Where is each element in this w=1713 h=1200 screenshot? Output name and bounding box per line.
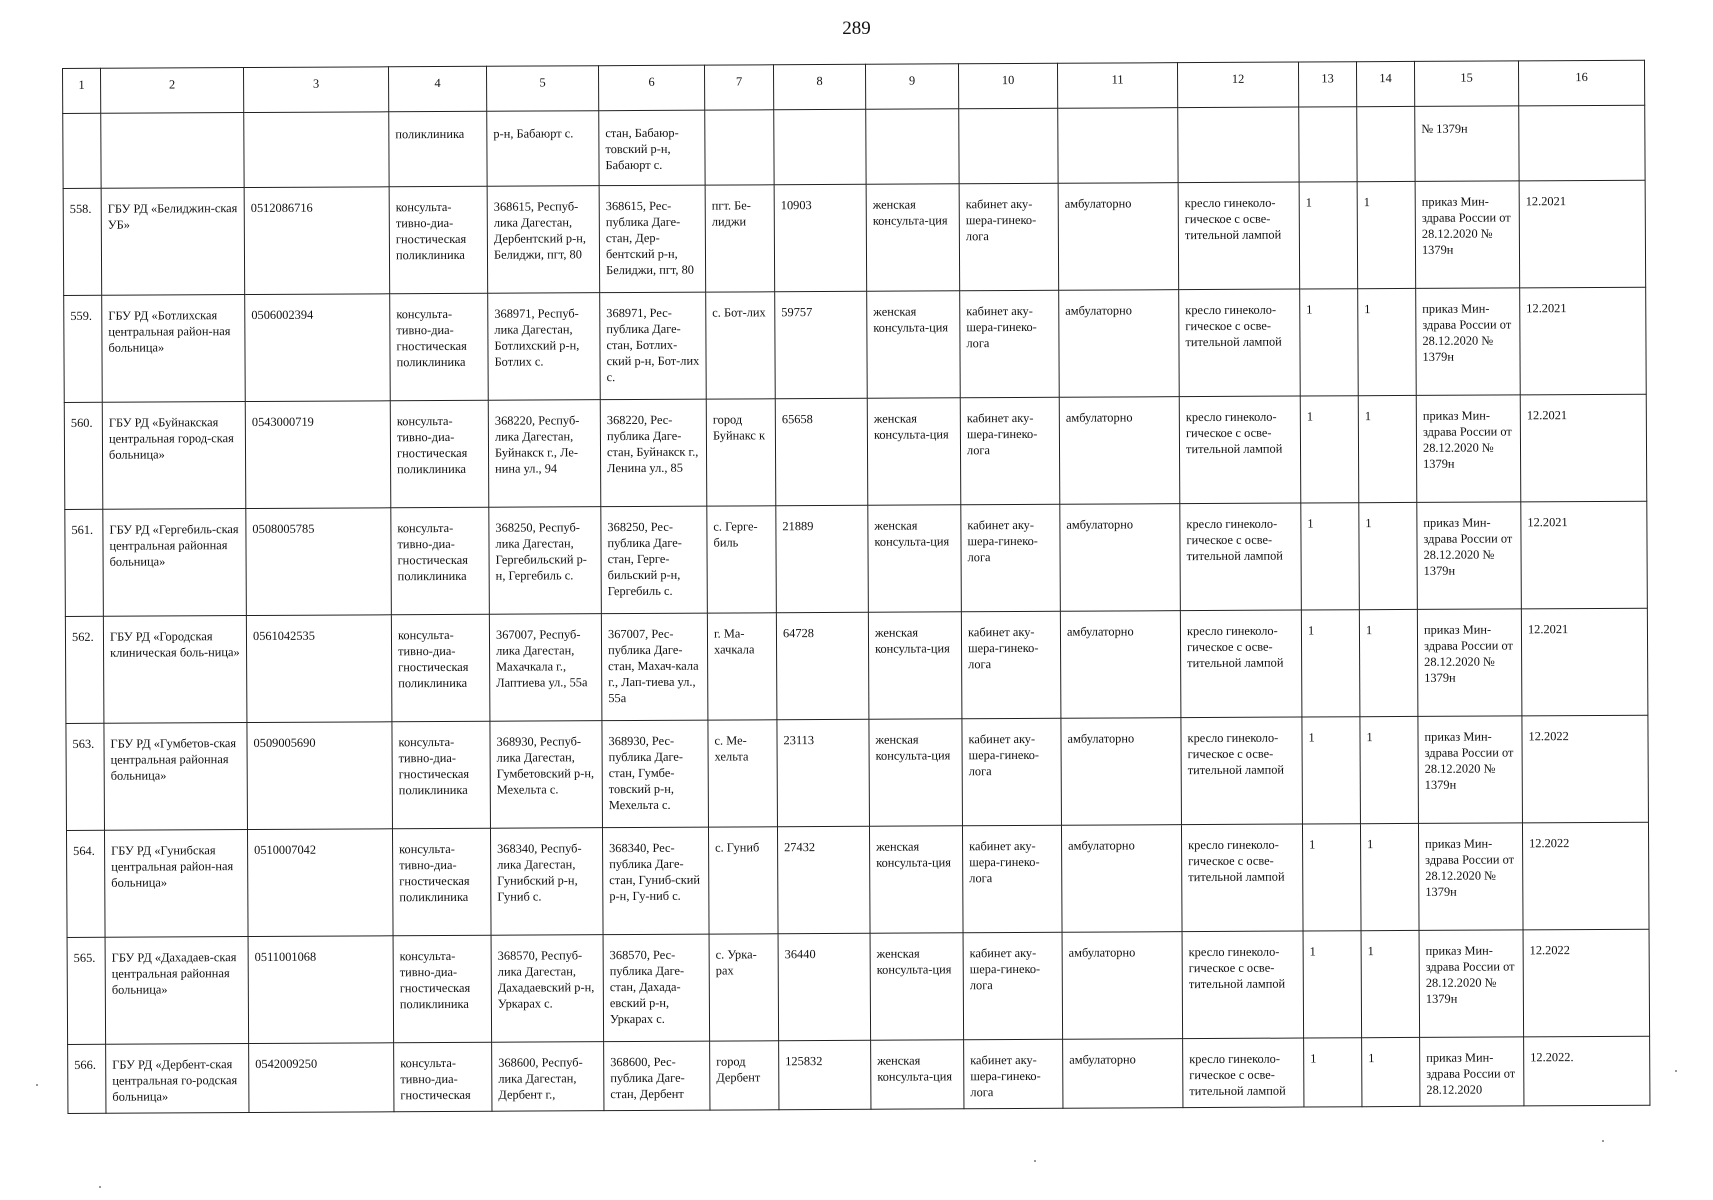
cell-legal-address: 368600, Респуб-лика Дагестан, Дербент г., bbox=[492, 1042, 604, 1112]
cell-legal-address: 368570, Респуб-лика Дагестан, Дахадаевский р-н, Уркарах с. bbox=[491, 935, 604, 1043]
page-number: 289 bbox=[842, 18, 871, 39]
column-header: 7 bbox=[704, 65, 773, 110]
cell-actual-address: 368570, Рес-публика Даге-стан, Дахада-евский р-н, Уркарах с. bbox=[603, 934, 710, 1042]
cell-inn: 0561042535 bbox=[246, 615, 392, 723]
cell-inn: 0512086716 bbox=[244, 187, 390, 295]
cell-mode: амбулаторно bbox=[1059, 397, 1180, 505]
cell-equipment: кресло гинеколо-гическое с осве-тительной лампой bbox=[1180, 503, 1302, 611]
cell-unit: женская консульта-ция bbox=[870, 933, 964, 1040]
cell-mode: амбулаторно bbox=[1060, 611, 1181, 719]
cell-institution-type: консульта-тивно-диа-гностическая поликлиника bbox=[392, 828, 491, 936]
cell-room: кабинет аку-шера-гинеко-лога bbox=[964, 1039, 1063, 1109]
table-row bbox=[66, 715, 1649, 830]
cell-actual-address: 368971, Рес-публика Даге-стан, Ботлих-ский р-н, Бот-лих с. bbox=[600, 292, 707, 400]
cell-equipment: кресло гинеколо-гическое с осве-тительной лампой bbox=[1178, 182, 1300, 290]
cell-date: 12.2022 bbox=[1523, 929, 1650, 1037]
cell-count: 1 bbox=[1359, 502, 1418, 609]
cell-count: 1 bbox=[1359, 609, 1418, 716]
cell-empty bbox=[959, 108, 1058, 184]
cell-empty bbox=[1299, 107, 1357, 182]
cell-count: 1 bbox=[1302, 717, 1361, 824]
column-header: 14 bbox=[1356, 61, 1414, 106]
cell-room: кабинет аку-шера-гинеко-лога bbox=[959, 183, 1059, 291]
cell-mode: амбулаторно bbox=[1062, 932, 1183, 1040]
cell-inn: 0509005690 bbox=[247, 722, 393, 830]
cell-organization: ГБУ РД «Дахадаев-ская центральная районная больница» bbox=[105, 937, 249, 1045]
cell-population: 21889 bbox=[776, 505, 869, 612]
cell-inn: 0508005785 bbox=[246, 508, 392, 616]
cell-actual-address: 368220, Рес-публика Даге-стан, Буйнакск г., Ленина ул., 85 bbox=[600, 399, 707, 507]
cell-actual-address: 368600, Рес-публика Даге-стан, Дербент bbox=[604, 1041, 710, 1111]
cell-number: 558. bbox=[63, 188, 102, 295]
cell-population: 36440 bbox=[778, 933, 871, 1040]
cell-legal-address: 368250, Респуб-лика Дагестан, Гергебильский р-н, Гергебиль с. bbox=[489, 507, 602, 615]
cell-equipment: кресло гинеколо-гическое с осве-тительной лампой bbox=[1179, 396, 1301, 504]
cell-legal-address: 367007, Респуб-лика Дагестан, Махачкала г., Лаптиева ул., 55а bbox=[489, 614, 602, 722]
table-row bbox=[64, 287, 1647, 402]
scan-speck bbox=[1602, 1140, 1604, 1142]
cell-organization: ГБУ РД «Городская клиническая боль-ница» bbox=[103, 616, 247, 724]
cell-population: 23113 bbox=[777, 719, 870, 826]
scan-speck bbox=[99, 1186, 101, 1188]
cell-locality: с. Ме-хельта bbox=[708, 720, 778, 827]
table-row bbox=[63, 180, 1646, 295]
cell-count: 1 bbox=[1301, 610, 1360, 717]
cell-order: приказ Мин-здрава России от 28.12.2020 № 1379н bbox=[1415, 181, 1520, 289]
cell-mode: амбулаторно bbox=[1061, 825, 1182, 933]
cell-unit: женская консульта-ция bbox=[871, 1040, 964, 1109]
cell-order: приказ Мин-здрава России от 28.12.2020 № 1379н bbox=[1416, 288, 1521, 396]
cell-population: 10903 bbox=[774, 184, 867, 291]
cell-number: 560. bbox=[64, 402, 103, 509]
cell-count: 1 bbox=[1361, 930, 1420, 1037]
column-header: 11 bbox=[1057, 63, 1177, 109]
cell-mode: амбулаторно bbox=[1060, 504, 1181, 612]
cell-legal-address: 368971, Респуб-лика Дагестан, Ботлихский р-н, Ботлих с. bbox=[488, 293, 601, 401]
table-row bbox=[66, 822, 1649, 937]
cell-count: 1 bbox=[1302, 824, 1361, 931]
cell-locality: г. Ма-хачкала bbox=[707, 613, 777, 720]
cell-order: приказ Мин-здрава России от 28.12.2020 № 1379н bbox=[1418, 716, 1523, 824]
cell-unit: женская консульта-ция bbox=[866, 184, 960, 291]
column-header: 9 bbox=[865, 64, 958, 109]
cell-legal-address: 368340, Респуб-лика Дагестан, Гунибский р-н, Гуниб с. bbox=[490, 828, 603, 936]
cell-legal-address: 368615, Респуб-лика Дагестан, Дербентский р-н, Белиджи, пгт, 80 bbox=[487, 186, 600, 294]
cell-actual-address: 368340, Рес-публика Даге-стан, Гуниб-ский р-н, Гу-ниб с. bbox=[602, 827, 709, 935]
cell-population: 59757 bbox=[775, 291, 868, 398]
column-header: 4 bbox=[388, 66, 486, 112]
medical-equipment-table bbox=[62, 60, 1650, 1114]
cell-count: 1 bbox=[1299, 182, 1358, 289]
cell-count: 1 bbox=[1303, 931, 1362, 1038]
column-header: 5 bbox=[486, 66, 598, 112]
cell-number: 564. bbox=[66, 830, 105, 937]
cell-order: приказ Мин-здрава России от 28.12.2020 № 1379н bbox=[1418, 823, 1523, 931]
cell-order: № 1379н bbox=[1415, 106, 1519, 182]
cell-institution-type: консульта-тивно-диа-гностическая поликлиника bbox=[393, 935, 492, 1043]
cell-count: 1 bbox=[1301, 503, 1360, 610]
cell-institution-type: консульта-тивно-диа-гностическая поликлиника bbox=[389, 186, 488, 294]
cell-empty bbox=[1178, 107, 1299, 183]
cell-order: приказ Мин-здрава России от 28.12.2020 № 1379н bbox=[1419, 930, 1524, 1038]
table-row bbox=[65, 501, 1648, 616]
cell-date: 12.2021 bbox=[1520, 394, 1647, 502]
scan-speck bbox=[1034, 1160, 1036, 1162]
cell-institution-type: консульта-тивно-диа-гностическая bbox=[394, 1042, 492, 1112]
cell-count: 1 bbox=[1360, 716, 1419, 823]
column-header: 1 bbox=[63, 68, 101, 113]
cell-unit: женская консульта-ция bbox=[868, 612, 962, 719]
cell-population: 27432 bbox=[777, 826, 870, 933]
cell-locality: город Дербент bbox=[710, 1041, 779, 1110]
cell-locality: город Буйнакс к bbox=[706, 399, 776, 506]
cell-legal-address: 368220, Респуб-лика Дагестан, Буйнакск г., Ле-нина ул., 94 bbox=[488, 400, 601, 508]
cell-empty bbox=[1519, 105, 1645, 181]
cell-room: кабинет аку-шера-гинеко-лога bbox=[961, 504, 1061, 612]
cell-count: 1 bbox=[1357, 181, 1416, 288]
cell-organization: ГБУ РД «Дербент-ская центральная го-родская больница» bbox=[106, 1044, 249, 1114]
cell-date: 12.2022 bbox=[1522, 822, 1649, 930]
cell-institution-type: консульта-тивно-диа-гностическая поликлиника bbox=[391, 507, 490, 615]
cell-order: приказ Мин-здрава России от 28.12.2020 № 1379н bbox=[1416, 395, 1521, 503]
cell-count: 1 bbox=[1358, 288, 1417, 395]
cell-room: кабинет аку-шера-гинеко-лога bbox=[961, 611, 1061, 719]
cell-number: 565. bbox=[67, 937, 106, 1044]
cell-equipment: кресло гинеколо-гическое с осве-тительной лампой bbox=[1182, 931, 1304, 1039]
cell-mode: амбулаторно bbox=[1058, 183, 1179, 291]
cell-date: 12.2022. bbox=[1524, 1036, 1650, 1106]
cell-date: 12.2021 bbox=[1519, 180, 1646, 288]
cell-empty bbox=[774, 109, 866, 184]
scan-speck bbox=[36, 1084, 38, 1086]
column-header: 8 bbox=[773, 64, 865, 109]
cell-date: 12.2022 bbox=[1522, 715, 1649, 823]
cell-locality: пгт. Бе-лиджи bbox=[705, 185, 775, 292]
cell-unit: женская консульта-ция bbox=[869, 719, 963, 826]
cell-actual-address: 368615, Рес-публика Даге-стан, Дер-бентский р-н, Белиджи, пгт, 80 bbox=[599, 185, 706, 293]
cell-unit: женская консульта-ция bbox=[868, 505, 962, 612]
cell-equipment: кресло гинеколо-гическое с осве-тительной лампой bbox=[1181, 717, 1303, 825]
cell-equipment: кресло гинеколо-гическое с осве-тительной лампой bbox=[1181, 824, 1303, 932]
cell-inn: 0511001068 bbox=[248, 936, 394, 1044]
cell-number: 566. bbox=[68, 1044, 106, 1113]
cell-count: 1 bbox=[1360, 823, 1419, 930]
table-row bbox=[67, 929, 1650, 1044]
cell-equipment: кресло гинеколо-гическое с осве-тительной лампой bbox=[1183, 1038, 1304, 1108]
cell-number: 561. bbox=[65, 509, 104, 616]
column-header: 10 bbox=[958, 63, 1057, 109]
cell-inn: 0543000719 bbox=[245, 401, 391, 509]
cell-empty bbox=[866, 109, 959, 184]
cell-empty bbox=[244, 112, 389, 188]
cell-unit: женская консульта-ция bbox=[869, 826, 963, 933]
cell-order: приказ Мин-здрава России от 28.12.2020 № 1379н bbox=[1417, 609, 1522, 717]
scan-speck bbox=[1675, 1070, 1677, 1072]
cell-room: кабинет аку-шера-гинеко-лога bbox=[960, 397, 1060, 505]
cell-room: кабинет аку-шера-гинеко-лога bbox=[960, 290, 1060, 398]
cell-population: 65658 bbox=[775, 398, 868, 505]
cell-empty bbox=[705, 110, 774, 185]
cell-locality: с. Бот-лих bbox=[706, 292, 776, 399]
cell-room: кабинет аку-шера-гинеко-лога bbox=[962, 718, 1062, 826]
cell-locality: с. Гуниб bbox=[708, 827, 778, 934]
table-row bbox=[68, 1036, 1650, 1113]
cell-inn: 0510007042 bbox=[247, 829, 393, 937]
cell-legal-address: 368930, Респуб-лика Дагестан, Гумбетовский р-н, Мехельта с. bbox=[490, 721, 603, 829]
cell-institution-type: поликлиника bbox=[389, 111, 487, 187]
cell-date: 12.2021 bbox=[1521, 501, 1648, 609]
cell-locality: с. Герге-биль bbox=[707, 506, 777, 613]
cell-mode: амбулаторно bbox=[1059, 290, 1180, 398]
cell-organization: ГБУ РД «Ботлихская центральная район-ная больница» bbox=[102, 295, 246, 403]
cell-institution-type: консульта-тивно-диа-гностическая поликлиника bbox=[392, 721, 491, 829]
cell-date: 12.2021 bbox=[1521, 608, 1648, 716]
cell-unit: женская консульта-ция bbox=[867, 398, 961, 505]
cell-mode: амбулаторно bbox=[1061, 718, 1182, 826]
table-row-continuation bbox=[63, 105, 1645, 188]
cell-order: приказ Мин-здрава России от 28.12.2020 № 1379н bbox=[1417, 502, 1522, 610]
cell-room: кабинет аку-шера-гинеко-лога bbox=[962, 825, 1062, 933]
table-row bbox=[65, 608, 1648, 723]
column-header: 6 bbox=[598, 65, 704, 111]
cell-mode: амбулаторно bbox=[1063, 1039, 1183, 1109]
cell-count: 1 bbox=[1304, 1038, 1362, 1107]
cell-population: 125832 bbox=[779, 1040, 871, 1109]
cell-empty bbox=[1058, 108, 1178, 184]
cell-order: приказ Мин-здрава России от 28.12.2020 bbox=[1420, 1037, 1524, 1107]
cell-empty bbox=[101, 113, 244, 189]
cell-organization: ГБУ РД «Гунибская центральная район-ная больница» bbox=[104, 830, 248, 938]
cell-inn: 0506002394 bbox=[245, 294, 391, 402]
cell-actual-address: 367007, Рес-публика Даге-стан, Махач-кала г., Лап-тиева ул., 55а bbox=[601, 613, 708, 721]
cell-organization: ГБУ РД «Белиджин-ская УБ» bbox=[101, 188, 245, 296]
column-header: 12 bbox=[1177, 62, 1298, 108]
cell-equipment: кресло гинеколо-гическое с осве-тительной лампой bbox=[1180, 610, 1302, 718]
cell-count: 1 bbox=[1362, 1037, 1420, 1106]
cell-empty bbox=[63, 113, 101, 188]
cell-empty bbox=[1357, 106, 1415, 181]
cell-institution-type: консульта-тивно-диа-гностическая поликлиника bbox=[390, 293, 489, 401]
cell-number: 559. bbox=[64, 295, 103, 402]
cell-unit: женская консульта-ция bbox=[867, 291, 961, 398]
cell-inn: 0542009250 bbox=[249, 1043, 394, 1113]
cell-organization: ГБУ РД «Буйнакская центральная город-ская больница» bbox=[102, 402, 246, 510]
cell-actual-address: 368250, Рес-публика Даге-стан, Герге-бильский р-н, Гергебиль с. bbox=[601, 506, 708, 614]
cell-legal-address: р-н, Бабаюрт с. bbox=[487, 111, 599, 187]
cell-count: 1 bbox=[1358, 395, 1417, 502]
cell-number: 562. bbox=[65, 616, 104, 723]
cell-organization: ГБУ РД «Гергебиль-ская центральная районная больница» bbox=[103, 509, 247, 617]
column-header: 2 bbox=[101, 68, 244, 114]
cell-number: 563. bbox=[66, 723, 105, 830]
column-header: 13 bbox=[1298, 62, 1356, 107]
column-header: 15 bbox=[1414, 61, 1518, 107]
table-row bbox=[64, 394, 1647, 509]
cell-population: 64728 bbox=[776, 612, 869, 719]
cell-room: кабинет аку-шера-гинеко-лога bbox=[963, 932, 1063, 1040]
cell-institution-type: консульта-тивно-диа-гностическая поликлиника bbox=[391, 614, 490, 722]
column-header: 16 bbox=[1518, 60, 1644, 106]
cell-count: 1 bbox=[1300, 396, 1359, 503]
cell-date: 12.2021 bbox=[1520, 287, 1647, 395]
cell-locality: с. Урка-рах bbox=[709, 934, 779, 1041]
cell-institution-type: консульта-тивно-диа-гностическая поликлиника bbox=[390, 400, 489, 508]
cell-count: 1 bbox=[1300, 289, 1359, 396]
cell-organization: ГБУ РД «Гумбетов-ская центральная районная больница» bbox=[104, 723, 248, 831]
cell-actual-address: 368930, Рес-публика Даге-стан, Гумбе-товский р-н, Мехельта с. bbox=[602, 720, 709, 828]
cell-actual-address: стан, Бабаюр-товский р-н, Бабаюрт с. bbox=[599, 110, 705, 186]
column-header: 3 bbox=[244, 67, 389, 113]
cell-equipment: кресло гинеколо-гическое с осве-тительной лампой bbox=[1179, 289, 1301, 397]
